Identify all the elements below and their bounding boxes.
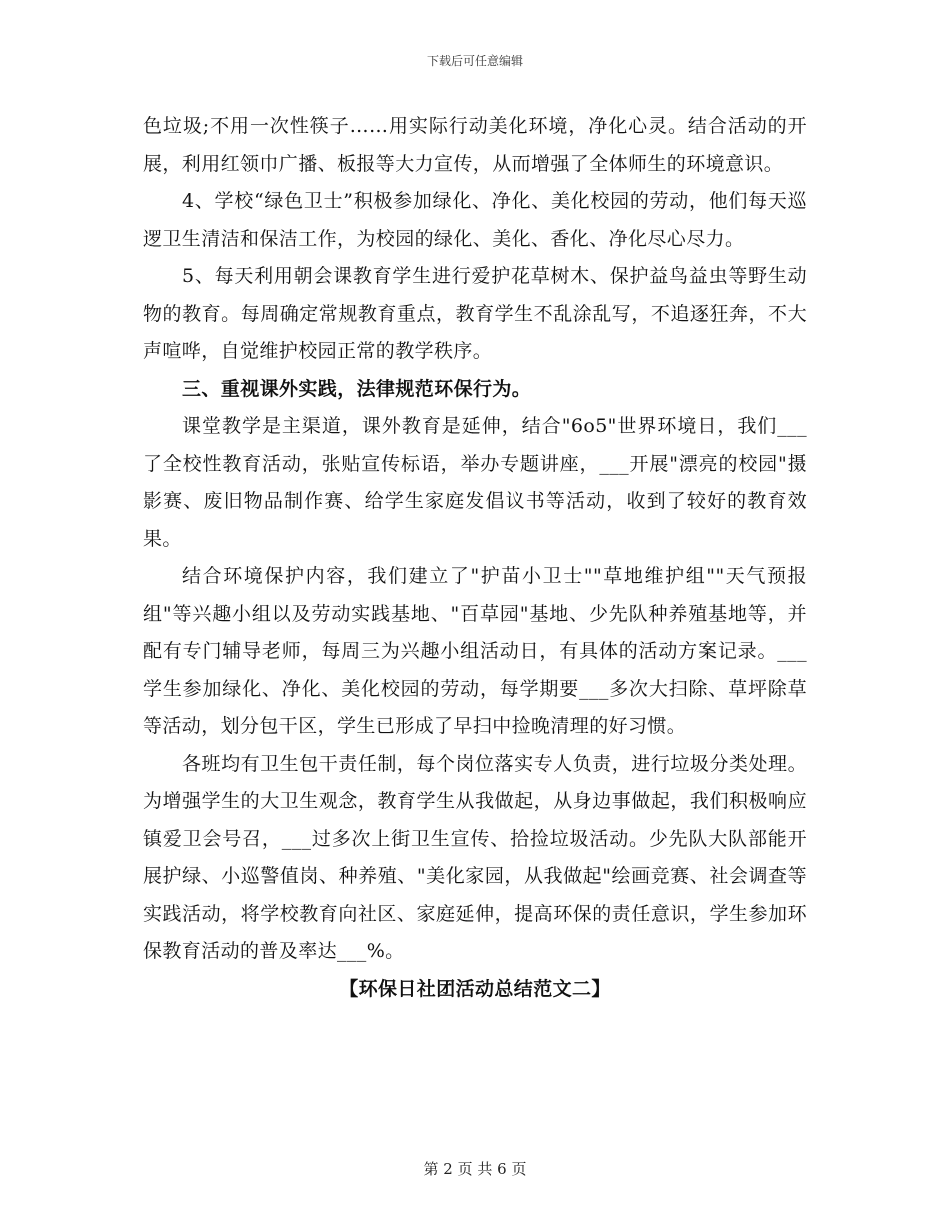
section-title: 【环保日社团活动总结范文二】 [339, 977, 611, 1000]
paragraph-item-4: 4、学校“绿色卫士”积极参加绿化、净化、美化校园的劳动，他们每天巡逻卫生清洁和保洁工作，为校园的绿化、美化、香化、净化尽心尽力。 [143, 190, 807, 250]
page-header: 下载后可任意编辑 [426, 54, 523, 68]
paragraph-item-5: 5、每天利用朝会课教育学生进行爱护花草树木、保护益鸟益虫等野生动物的教育。每周确定常规教育重点，教育学生不乱涂乱写，不追逐狂奔，不大声喧哗，自觉维护校园正常的教学秩序。 [143, 265, 807, 362]
paragraph-interest-groups: 结合环境保护内容，我们建立了"护苗小卫士""草地维护组""天气预报组"等兴趣小组以及劳动实践基地、"百草园"基地、少先队种养殖基地等，并配有专门辅导老师，每周三为兴趣小组活动日，有具体的活动方案记录。___学生参加绿化、净化、美化校园的劳动，每学期要___多次大扫除、草坪除草等活动，划分包干区，学生已形成了早扫中捡晚清理的好习惯。 [143, 565, 807, 737]
section-heading-3: 三、重视课外实践，法律规范环保行为。 [182, 377, 532, 400]
paragraph-1: 色垃圾;不用一次性筷子……用实际行动美化环境，净化心灵。结合活动的开展，利用红领巾广播、板报等大力宣传，从而增强了全体师生的环境意识。 [143, 115, 807, 175]
document-body [143, 108, 807, 1008]
paragraph-classroom-teaching: 课堂教学是主渠道，课外教育是延伸，结合"6o5"世界环境日，我们___了全校性教育活动，张贴宣传标语，举办专题讲座，___开展"漂亮的校园"摄影赛、废旧物品制作赛、给学生家庭发倡议书等活动，收到了较好的教育效果。 [143, 415, 807, 550]
paragraph-class-responsibility: 各班均有卫生包干责任制，每个岗位落实专人负责，进行垃圾分类处理。为增强学生的大卫生观念，教育学生从我做起，从身边事做起，我们积极响应镇爱卫会号召，___过多次上街卫生宣传、拾捡垃圾活动。少先队大队部能开展护绿、小巡警值岗、种养殖、"美化家园，从我做起"绘画竞赛、社会调查等实践活动，将学校教育向社区、家庭延伸，提高环保的责任意识，学生参加环保教育活动的普及率达___%。 [143, 752, 807, 962]
page-footer: 第 2 页 共 6 页 [423, 1160, 527, 1178]
